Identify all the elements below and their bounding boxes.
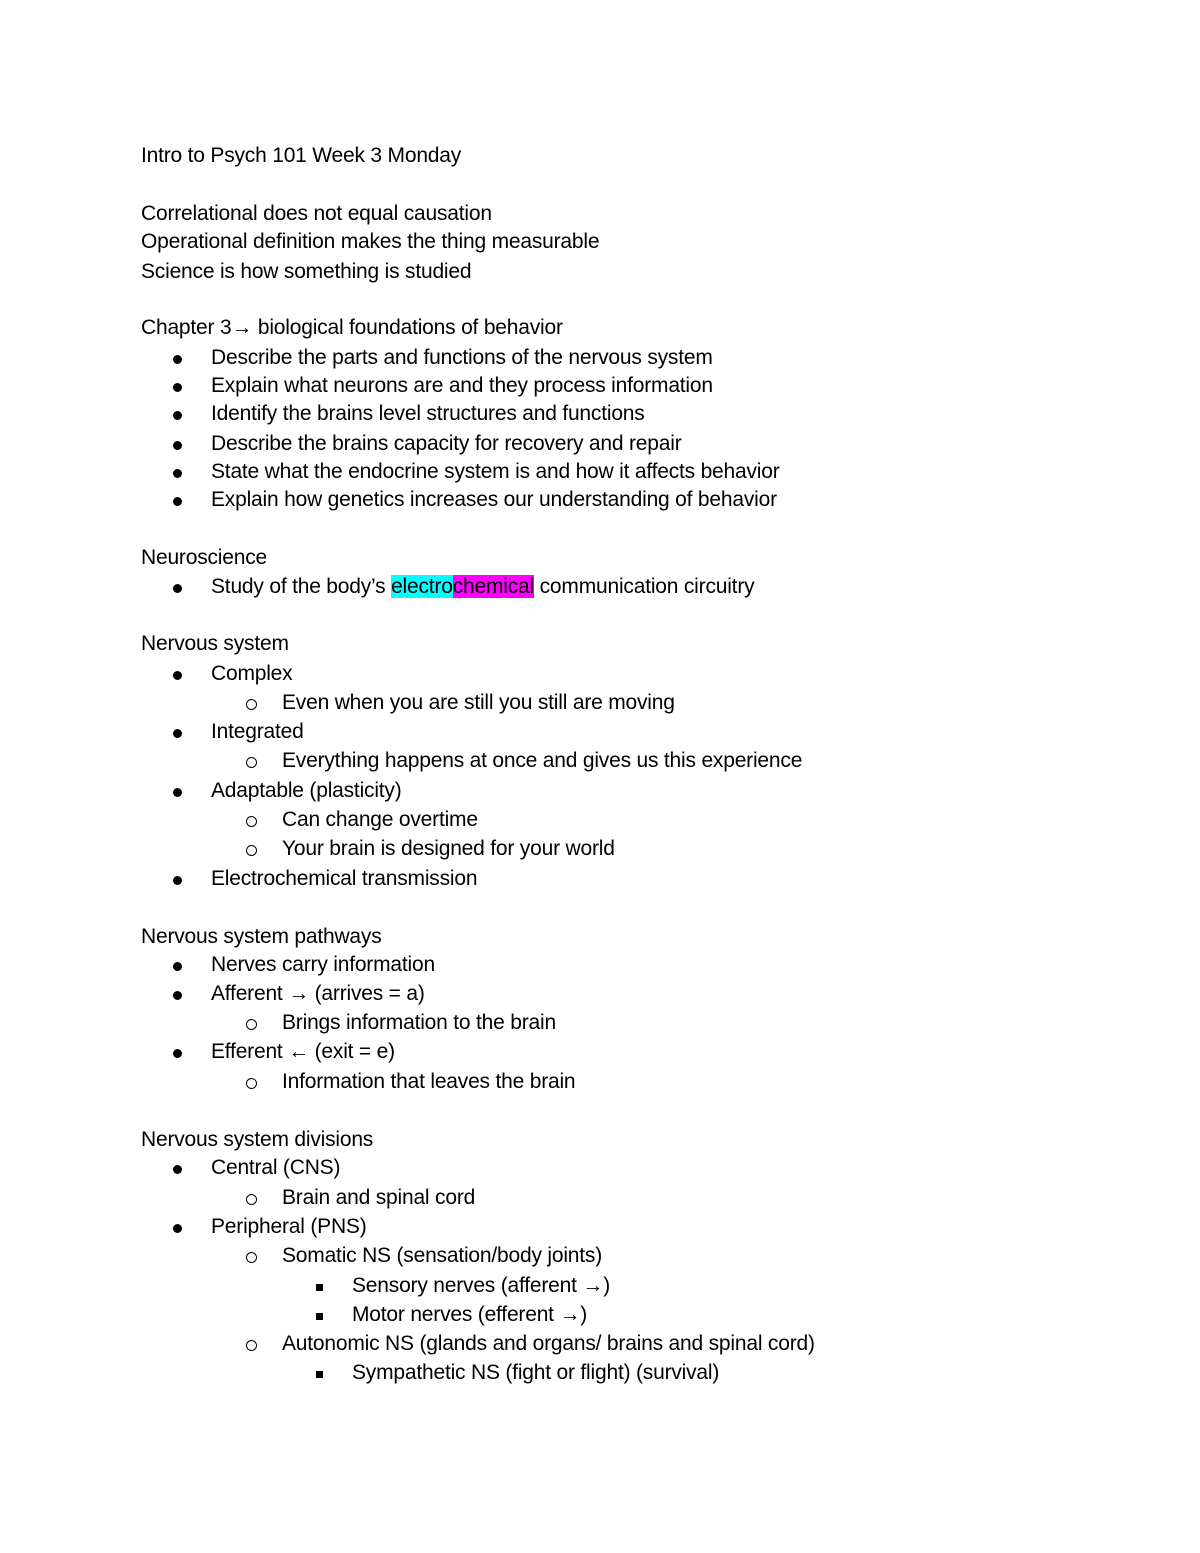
list-item: Peripheral (PNS) — [211, 1215, 367, 1238]
list-item: Identify the brains level structures and functions — [211, 402, 645, 425]
list-item: Integrated — [211, 720, 304, 743]
note-line: Correlational does not equal causation — [141, 202, 492, 225]
bullet-dot-icon — [173, 867, 182, 891]
sub-list-item: Your brain is designed for your world — [282, 837, 615, 860]
list-item: Complex — [211, 662, 293, 685]
sub-list-item: Even when you are still you still are moving — [282, 691, 675, 714]
bullet-circle-icon — [246, 837, 257, 861]
bullet-circle-icon — [246, 1244, 257, 1268]
sub-sub-list-item: Sympathetic NS (fight or flight) (survival) — [352, 1361, 720, 1384]
section-heading-nervous-system: Nervous system — [141, 632, 289, 655]
highlight-chemical: chemical — [452, 575, 534, 598]
list-item: Describe the brains capacity for recovery and repair — [211, 432, 682, 455]
bullet-dot-icon — [173, 953, 182, 977]
bullet-circle-icon — [246, 1070, 257, 1094]
neuroscience-definition — [211, 575, 754, 599]
list-item: Efferent ← (exit = e) — [211, 1040, 395, 1063]
sub-list-item: Can change overtime — [282, 808, 478, 831]
section-heading-pathways: Nervous system pathways — [141, 925, 382, 948]
highlight-electro: electro — [391, 575, 453, 598]
section-heading-divisions: Nervous system divisions — [141, 1128, 374, 1151]
bullet-circle-icon — [246, 1186, 257, 1210]
page-title: Intro to Psych 101 Week 3 Monday — [141, 144, 462, 167]
bullet-dot-icon — [173, 662, 182, 686]
note-line: Operational definition makes the thing measurable — [141, 230, 600, 253]
bullet-square-icon — [316, 1361, 323, 1385]
bullet-dot-icon — [173, 374, 182, 398]
bullet-circle-icon — [246, 1332, 257, 1356]
bullet-square-icon — [316, 1303, 323, 1327]
bullet-dot-icon — [173, 346, 182, 370]
bullet-dot-icon — [173, 1215, 182, 1239]
list-item: Nerves carry information — [211, 953, 435, 976]
bullet-dot-icon — [173, 1040, 182, 1064]
bullet-circle-icon — [246, 691, 257, 715]
list-item: Central (CNS) — [211, 1156, 341, 1179]
bullet-dot-icon — [173, 488, 182, 512]
definition-prefix: Study of the body’s — [211, 575, 392, 598]
sub-list-item: Somatic NS (sensation/body joints) — [282, 1244, 603, 1267]
sub-list-item: Autonomic NS (glands and organs/ brains and spinal cord) — [282, 1332, 815, 1355]
list-item: Electrochemical transmission — [211, 867, 478, 890]
sub-sub-list-item: Motor nerves (efferent →) — [352, 1303, 588, 1326]
chapter-heading: Chapter 3→ biological foundations of behavior — [141, 316, 563, 339]
bullet-dot-icon — [173, 402, 182, 426]
bullet-dot-icon — [173, 720, 182, 744]
list-item: State what the endocrine system is and how it affects behavior — [211, 460, 780, 483]
list-item: Explain how genetics increases our understanding of behavior — [211, 488, 777, 511]
sub-list-item: Information that leaves the brain — [282, 1070, 576, 1093]
sub-sub-list-item: Sensory nerves (afferent →) — [352, 1274, 610, 1297]
bullet-dot-icon — [173, 779, 182, 803]
definition-suffix: communication circuitry — [533, 575, 755, 598]
list-item: Describe the parts and functions of the nervous system — [211, 346, 713, 369]
bullet-dot-icon — [173, 982, 182, 1006]
bullet-circle-icon — [246, 808, 257, 832]
list-item: Explain what neurons are and they process information — [211, 374, 713, 397]
list-item: Adaptable (plasticity) — [211, 779, 402, 802]
bullet-circle-icon — [246, 749, 257, 773]
sub-list-item: Everything happens at once and gives us this experience — [282, 749, 803, 772]
note-line: Science is how something is studied — [141, 260, 472, 283]
bullet-dot-icon — [173, 432, 182, 456]
section-heading-neuroscience: Neuroscience — [141, 546, 267, 569]
sub-list-item: Brain and spinal cord — [282, 1186, 476, 1209]
bullet-square-icon — [316, 1274, 323, 1298]
bullet-dot-icon — [173, 575, 182, 599]
list-item: Afferent → (arrives = a) — [211, 982, 425, 1005]
bullet-dot-icon — [173, 1156, 182, 1180]
bullet-dot-icon — [173, 460, 182, 484]
bullet-circle-icon — [246, 1011, 257, 1035]
sub-list-item: Brings information to the brain — [282, 1011, 556, 1034]
